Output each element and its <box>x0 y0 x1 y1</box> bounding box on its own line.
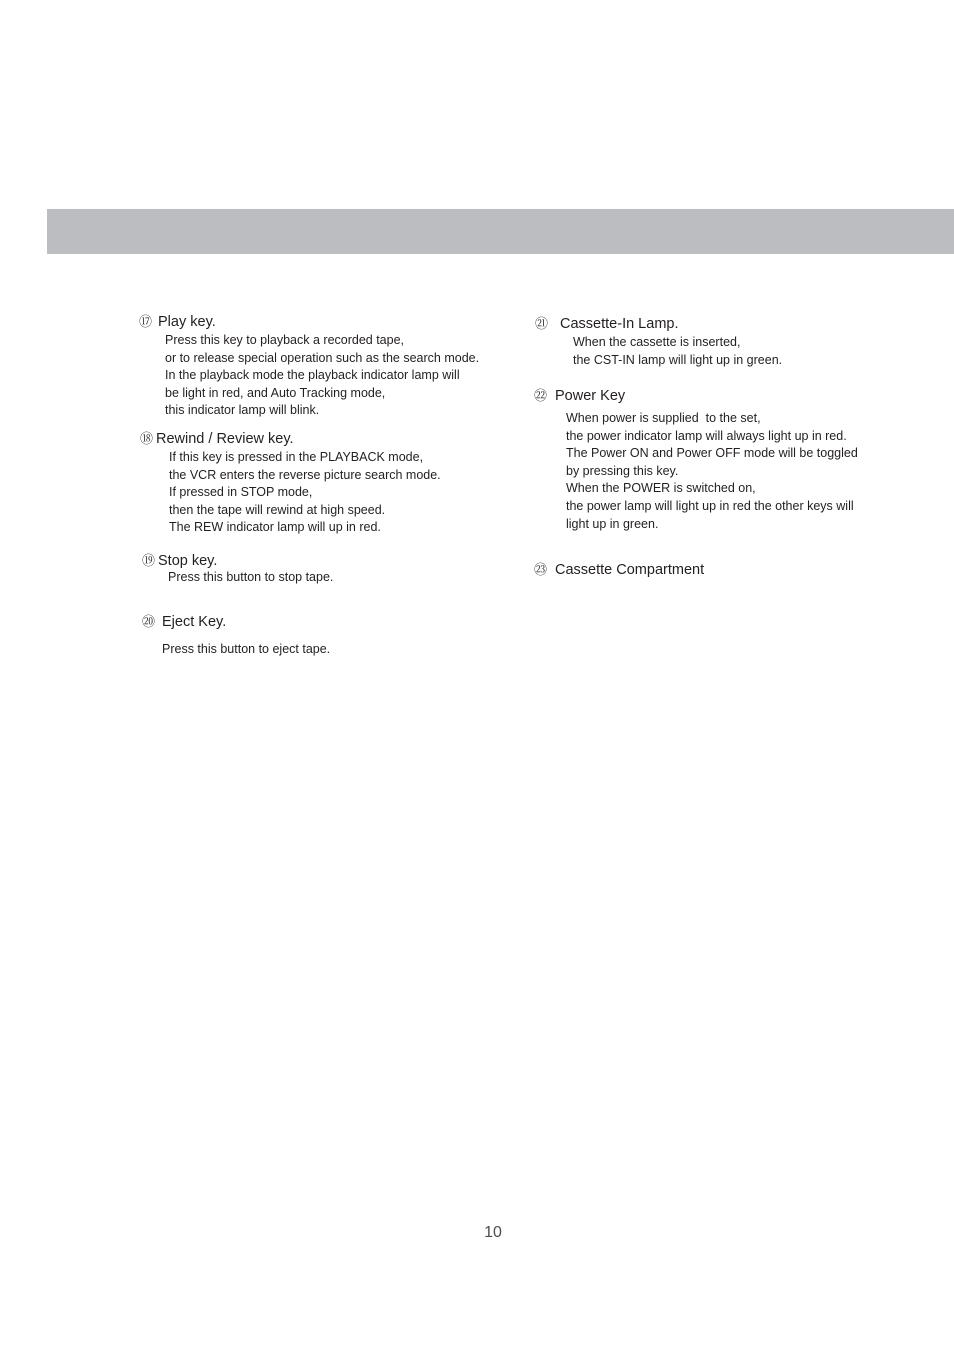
item-title: Eject Key. <box>162 614 227 630</box>
body-line: the power indicator lamp will always light up in red. <box>566 428 847 443</box>
item-title: Stop key. <box>158 553 218 569</box>
body-line: then the tape will rewind at high speed. <box>169 502 386 517</box>
section-title <box>142 613 330 632</box>
section-eject-key <box>142 613 330 659</box>
section-stop-key <box>142 552 333 587</box>
body-line: the VCR enters the reverse picture search mode. <box>169 467 441 482</box>
section-play-key <box>139 313 479 420</box>
section-body <box>165 332 479 420</box>
section-body <box>573 334 782 369</box>
item-number: ⑳ <box>142 615 156 630</box>
section-title <box>534 387 858 406</box>
section-title <box>139 313 479 332</box>
item-number: ㉓ <box>534 563 548 578</box>
section-cassette-compartment <box>534 561 704 580</box>
section-power-key <box>534 387 858 533</box>
section-title <box>535 315 782 334</box>
body-line: If pressed in STOP mode, <box>169 485 313 500</box>
item-number: ⑰ <box>139 315 153 330</box>
body-line: Press this button to eject tape. <box>162 642 331 656</box>
section-cassette-in-lamp <box>535 315 782 369</box>
section-body <box>168 569 333 587</box>
section-body <box>566 410 858 533</box>
item-number: ㉑ <box>535 317 549 332</box>
body-line: The REW indicator lamp will up in red. <box>169 520 381 535</box>
body-line: Press this button to stop tape. <box>168 570 334 584</box>
item-title: Play key. <box>158 314 216 330</box>
body-line: When the cassette is inserted, <box>573 335 741 349</box>
body-line: this indicator lamp will blink. <box>165 403 320 418</box>
section-body <box>162 641 330 659</box>
body-line: Press this key to playback a recorded tape, <box>165 333 405 347</box>
body-line: or to release special operation such as the search mode. <box>165 350 480 365</box>
body-line: be light in red, and Auto Tracking mode, <box>165 385 386 400</box>
section-title <box>140 430 441 449</box>
body-line: If this key is pressed in the PLAYBACK mode, <box>169 450 424 464</box>
item-title: Cassette-In Lamp. <box>560 316 679 332</box>
body-line: The Power ON and Power OFF mode will be toggled <box>566 446 858 461</box>
body-line: When power is supplied to the set, <box>566 411 761 425</box>
item-title: Power Key <box>555 388 626 404</box>
section-body <box>169 449 441 537</box>
page-number: 10 <box>484 1224 502 1241</box>
body-line: by pressing this key. <box>566 463 679 478</box>
body-line: the CST-IN lamp will light up in green. <box>573 352 783 367</box>
body-line: the power lamp will light up in red the other keys will <box>566 498 854 513</box>
section-rewind-key <box>140 430 441 537</box>
item-number: ㉒ <box>534 389 548 404</box>
item-title: Rewind / Review key. <box>156 431 294 447</box>
item-number: ⑱ <box>140 432 154 447</box>
body-line: light up in green. <box>566 516 659 531</box>
body-line: When the POWER is switched on, <box>566 481 756 496</box>
item-title: Cassette Compartment <box>555 562 705 578</box>
body-line: In the playback mode the playback indicator lamp will <box>165 368 460 383</box>
item-number: ⑲ <box>142 554 156 569</box>
header-bar <box>47 209 954 254</box>
section-title <box>534 561 704 580</box>
